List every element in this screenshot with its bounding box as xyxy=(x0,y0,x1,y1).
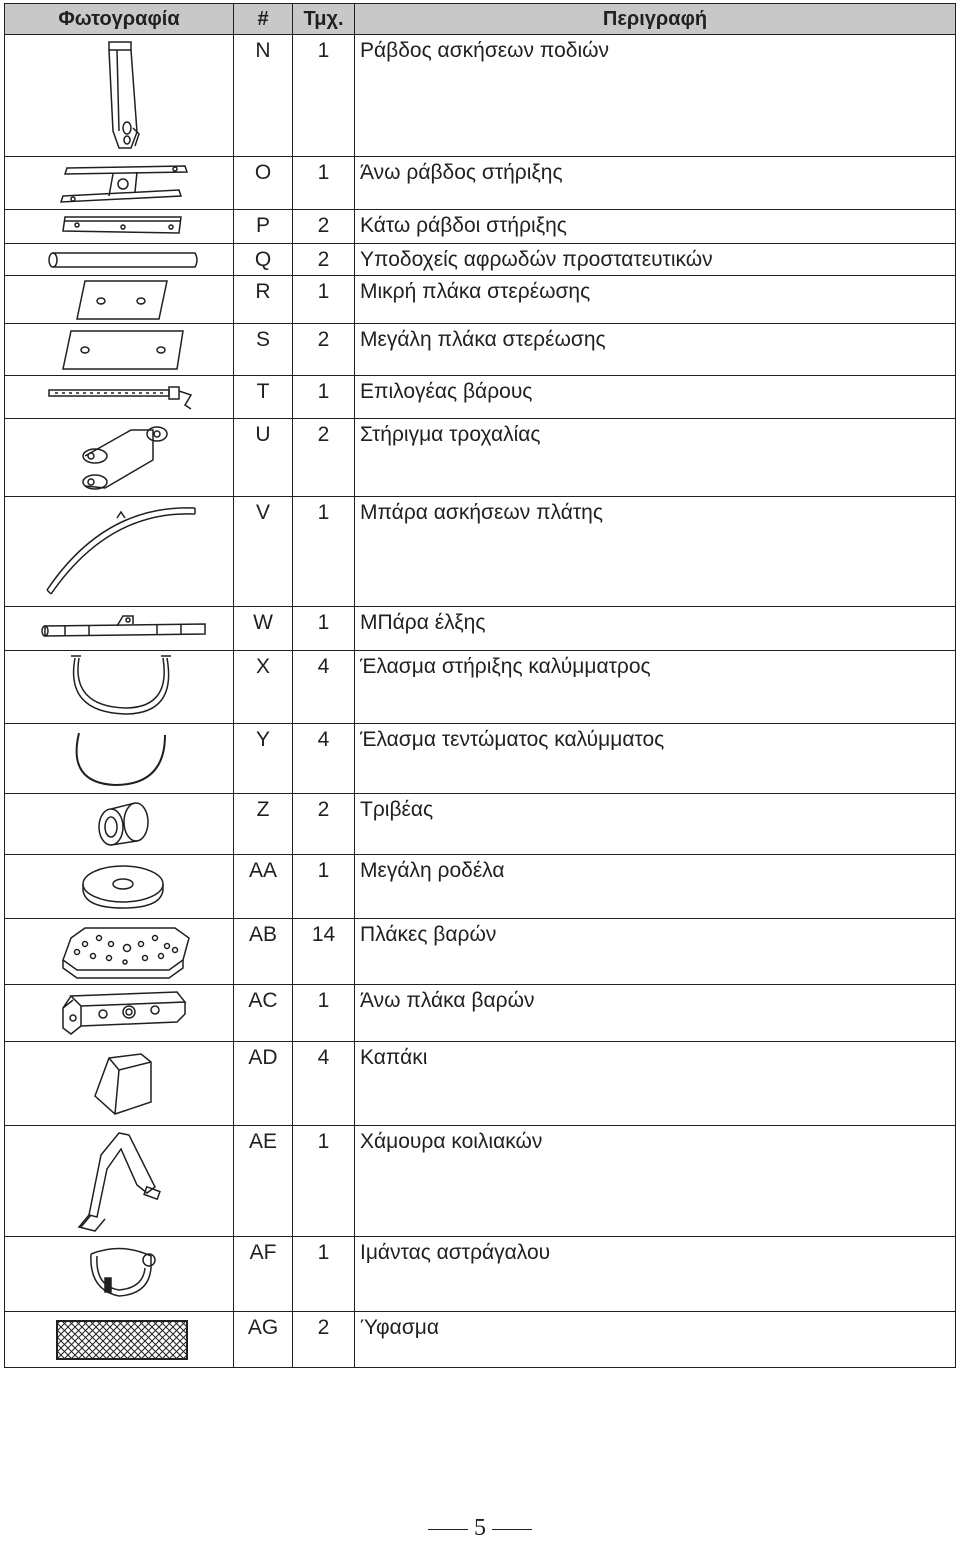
part-description: Χάμουρα κοιλιακών xyxy=(355,1126,956,1237)
part-qty: 14 xyxy=(293,919,355,985)
part-qty: 1 xyxy=(293,35,355,157)
header-number: # xyxy=(234,4,293,35)
weight-plate-icon xyxy=(5,920,232,984)
foam-holder-icon xyxy=(5,245,232,275)
part-description: Υποδοχείς αφρωδών προστατευτικών xyxy=(355,244,956,276)
bushing-icon xyxy=(5,795,232,853)
part-description: Επιλογέας βάρους xyxy=(355,376,956,419)
part-description: Κάτω ράβδοι στήριξης xyxy=(355,210,956,244)
part-description: Ράβδος ασκήσεων ποδιών xyxy=(355,35,956,157)
pulley-bracket-icon xyxy=(5,420,232,496)
part-letter: U xyxy=(234,419,293,497)
part-qty: 1 xyxy=(293,1126,355,1237)
table-row xyxy=(5,724,956,794)
table-row xyxy=(5,157,956,210)
part-letter: AF xyxy=(234,1237,293,1312)
part-letter: AB xyxy=(234,919,293,985)
table-row xyxy=(5,1312,956,1368)
part-qty: 1 xyxy=(293,376,355,419)
part-photo xyxy=(5,376,234,419)
part-photo xyxy=(5,1126,234,1237)
part-qty: 4 xyxy=(293,1042,355,1126)
part-photo xyxy=(5,724,234,794)
table-row xyxy=(5,210,956,244)
part-qty: 1 xyxy=(293,157,355,210)
part-letter: X xyxy=(234,651,293,724)
part-description: Στήριγμα τροχαλίας xyxy=(355,419,956,497)
part-qty: 2 xyxy=(293,210,355,244)
part-description: Έλασμα τεντώματος καλύμματος xyxy=(355,724,956,794)
part-letter: V xyxy=(234,497,293,607)
part-qty: 1 xyxy=(293,497,355,607)
part-description: Έλασμα στήριξης καλύμματρος xyxy=(355,651,956,724)
page-number-dash-left xyxy=(428,1529,468,1530)
part-description: Άνω ράβδος στήριξης xyxy=(355,157,956,210)
part-qty: 2 xyxy=(293,324,355,376)
part-description: Μπάρα ασκήσεων πλάτης xyxy=(355,497,956,607)
parts-table xyxy=(4,3,956,1368)
table-row xyxy=(5,35,956,157)
part-description: Καπάκι xyxy=(355,1042,956,1126)
table-row xyxy=(5,919,956,985)
part-letter: S xyxy=(234,324,293,376)
part-qty: 2 xyxy=(293,1312,355,1368)
large-mounting-plate-icon xyxy=(5,325,232,375)
ankle-strap-icon xyxy=(5,1238,232,1310)
part-qty: 4 xyxy=(293,724,355,794)
table-row xyxy=(5,1126,956,1237)
table-row xyxy=(5,324,956,376)
part-qty: 2 xyxy=(293,794,355,855)
table-row xyxy=(5,794,956,855)
part-letter: AC xyxy=(234,985,293,1042)
part-photo xyxy=(5,157,234,210)
part-qty: 1 xyxy=(293,1237,355,1312)
part-description: Άνω πλάκα βαρών xyxy=(355,985,956,1042)
table-row xyxy=(5,497,956,607)
part-letter: Y xyxy=(234,724,293,794)
pull-bar-icon xyxy=(5,608,232,650)
fabric-icon xyxy=(5,1313,232,1367)
table-row xyxy=(5,276,956,324)
part-photo xyxy=(5,497,234,607)
table-row xyxy=(5,1237,956,1312)
part-photo xyxy=(5,794,234,855)
part-qty: 1 xyxy=(293,855,355,919)
part-photo xyxy=(5,276,234,324)
part-letter: W xyxy=(234,607,293,651)
part-description: Μεγάλη πλάκα στερέωσης xyxy=(355,324,956,376)
table-row xyxy=(5,607,956,651)
part-photo xyxy=(5,419,234,497)
part-qty: 4 xyxy=(293,651,355,724)
header-description: Περιγραφή xyxy=(355,4,956,35)
cover-tension-strip-icon xyxy=(5,725,232,793)
header-qty: Τμχ. xyxy=(293,4,355,35)
leg-exercise-bar-icon xyxy=(5,36,232,156)
small-mounting-plate-icon xyxy=(5,277,232,323)
weight-selector-pin-icon xyxy=(5,377,232,417)
part-photo xyxy=(5,607,234,651)
part-photo xyxy=(5,210,234,244)
part-qty: 2 xyxy=(293,244,355,276)
part-letter: Q xyxy=(234,244,293,276)
back-exercise-bar-icon xyxy=(5,498,232,606)
part-qty: 1 xyxy=(293,985,355,1042)
part-photo xyxy=(5,1237,234,1312)
end-cap-icon xyxy=(5,1044,232,1124)
part-description: Μικρή πλάκα στερέωσης xyxy=(355,276,956,324)
ab-strap-icon xyxy=(5,1127,232,1235)
table-row xyxy=(5,1042,956,1126)
part-photo xyxy=(5,919,234,985)
part-photo xyxy=(5,1042,234,1126)
part-letter: T xyxy=(234,376,293,419)
table-row xyxy=(5,376,956,419)
part-letter: O xyxy=(234,157,293,210)
part-description: Πλάκες βαρών xyxy=(355,919,956,985)
large-washer-icon xyxy=(5,856,232,918)
part-letter: AG xyxy=(234,1312,293,1368)
table-header-row xyxy=(5,4,956,35)
part-description: Μεγάλη ροδέλα xyxy=(355,855,956,919)
table-row xyxy=(5,855,956,919)
page-number-dash-right xyxy=(492,1529,532,1530)
page-number: 5 xyxy=(474,1515,486,1541)
page-number-footer xyxy=(0,1515,960,1542)
table-row xyxy=(5,651,956,724)
part-photo xyxy=(5,244,234,276)
part-description: Ύφασμα xyxy=(355,1312,956,1368)
part-qty: 2 xyxy=(293,419,355,497)
part-letter: Z xyxy=(234,794,293,855)
part-description: ΜΠάρα έλξης xyxy=(355,607,956,651)
part-photo xyxy=(5,324,234,376)
header-photo: Φωτογραφία xyxy=(5,4,234,35)
part-qty: 1 xyxy=(293,276,355,324)
part-description: Τριβέας xyxy=(355,794,956,855)
part-letter: P xyxy=(234,210,293,244)
part-letter: AD xyxy=(234,1042,293,1126)
table-row xyxy=(5,985,956,1042)
lower-support-bars-icon xyxy=(5,211,232,243)
part-description: Ιμάντας αστράγαλου xyxy=(355,1237,956,1312)
part-photo xyxy=(5,985,234,1042)
part-photo xyxy=(5,35,234,157)
part-photo xyxy=(5,651,234,724)
upper-support-bar-icon xyxy=(5,158,232,208)
part-letter: R xyxy=(234,276,293,324)
part-photo xyxy=(5,1312,234,1368)
part-letter: AE xyxy=(234,1126,293,1237)
cover-support-strip-icon xyxy=(5,652,232,722)
table-row xyxy=(5,419,956,497)
part-photo xyxy=(5,855,234,919)
part-qty: 1 xyxy=(293,607,355,651)
table-row xyxy=(5,244,956,276)
part-letter: AA xyxy=(234,855,293,919)
part-letter: N xyxy=(234,35,293,157)
top-weight-plate-icon xyxy=(5,986,232,1040)
